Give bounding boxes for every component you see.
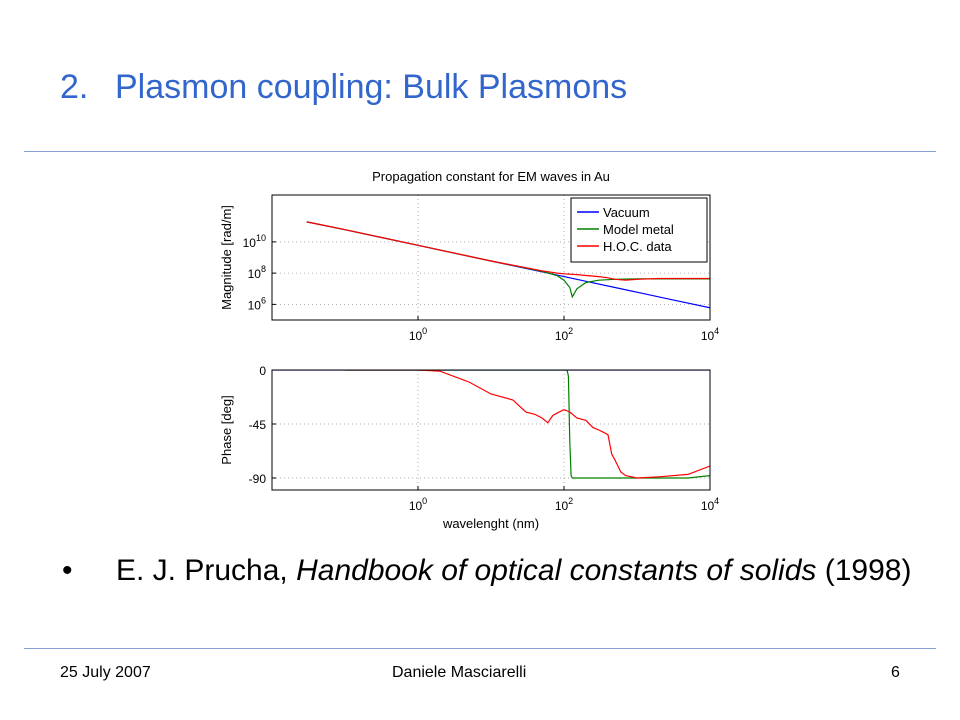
slide-title-number: 2.	[60, 68, 89, 106]
y-axis-label: Magnitude [rad/m]	[219, 205, 234, 310]
bullet-dot: •	[62, 554, 73, 587]
y-axis-label: Phase [deg]	[219, 395, 234, 465]
legend-label: H.O.C. data	[603, 239, 672, 254]
y-tick-label: -45	[248, 418, 266, 432]
y-tick-label: $10^6$	[247, 295, 266, 313]
chart-title: Propagation constant for EM waves in Au	[372, 169, 610, 184]
title-divider	[24, 151, 936, 152]
y-tick-label: $10^{10}$	[242, 232, 266, 250]
legend-label: Vacuum	[603, 205, 650, 220]
chart-panel-2	[219, 364, 719, 531]
slide-title-text: Plasmon coupling: Bulk Plasmons	[115, 68, 628, 106]
reference-year: (1998)	[824, 554, 912, 587]
x-axis-label: wavelenght (nm)	[442, 516, 540, 531]
x-tick-label: $10^4$	[700, 496, 720, 513]
footer-page-number: 6	[891, 664, 900, 681]
y-tick-label: 0	[259, 364, 266, 378]
x-tick-label: $10^2$	[554, 326, 574, 343]
chart-panel-1	[219, 169, 719, 343]
footer-divider	[24, 648, 936, 649]
reference-author: E. J. Prucha,	[116, 554, 288, 587]
x-tick-label: $10^4$	[700, 326, 720, 343]
y-tick-label: -90	[248, 472, 266, 486]
y-tick-label: $10^8$	[247, 264, 266, 282]
x-tick-label: $10^2$	[554, 496, 574, 513]
legend	[571, 198, 707, 262]
reference-text	[116, 552, 916, 590]
figure	[205, 160, 735, 540]
plot-area	[272, 370, 710, 490]
reference-book: Handbook of optical constants of solids	[296, 554, 817, 587]
footer-author: Daniele Masciarelli	[392, 664, 527, 681]
legend-label: Model metal	[603, 222, 674, 237]
slide-title	[60, 68, 627, 107]
x-tick-label: $10^0$	[408, 326, 428, 343]
footer-date: 25 July 2007	[60, 664, 151, 681]
x-tick-label: $10^0$	[408, 496, 428, 513]
